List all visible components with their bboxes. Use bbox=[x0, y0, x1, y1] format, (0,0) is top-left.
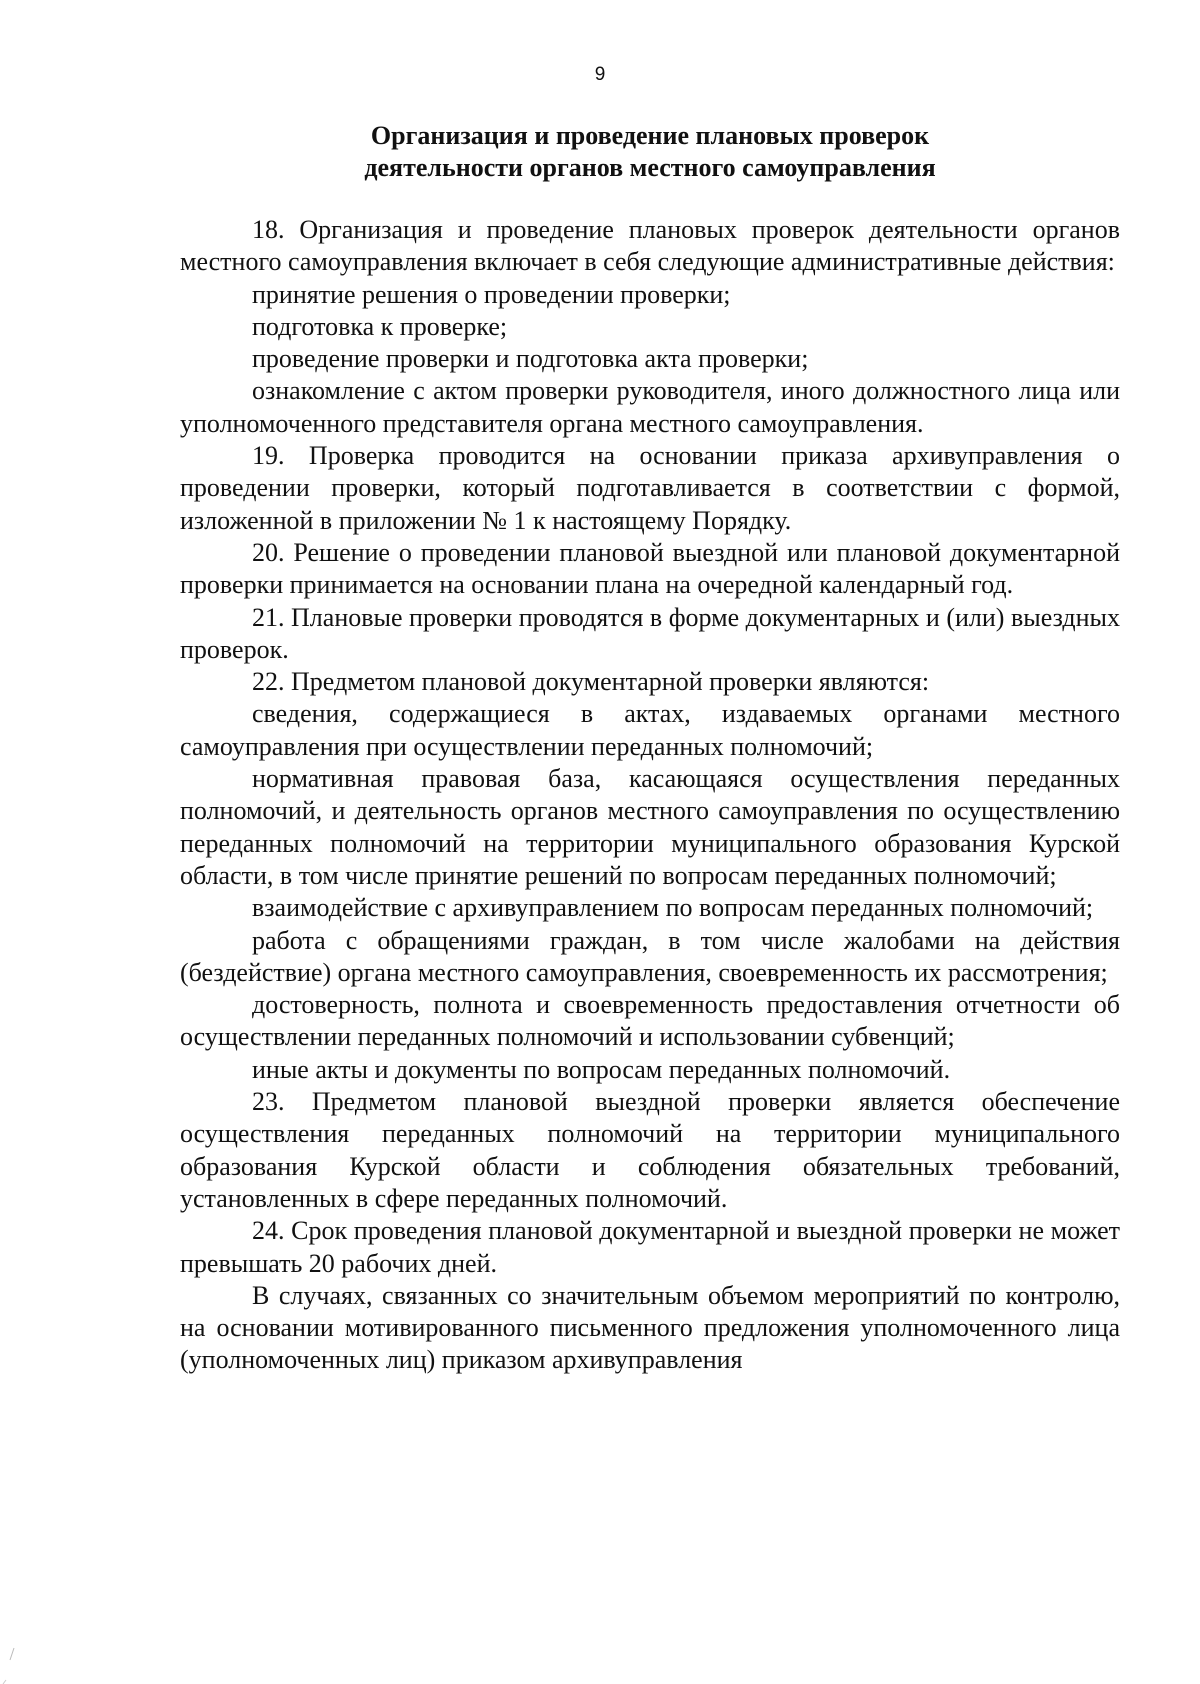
list-item-reporting: достоверность, полнота и своевременность предоставления отчетности об осуществлении переданных полномочий и использовании субвенций; bbox=[180, 990, 1120, 1052]
list-item-decision: принятие решения о проведении проверки; bbox=[252, 279, 731, 309]
list-item-inspection: проведение проверки и подготовка акта проверки; bbox=[252, 344, 809, 374]
paragraph-24-continuation: В случаях, связанных со значительным объемом мероприятий по контролю, на основании мотивированного письменного предложения уполномоченного лица (уполномоченных лиц) приказом архивуправления bbox=[180, 1280, 1120, 1375]
section-title bbox=[180, 120, 1120, 184]
list-item-preparation: подготовка к проверке; bbox=[252, 311, 508, 341]
scan-artifact bbox=[0, 1644, 30, 1684]
section-title-line-1: Организация и проведение плановых проверок bbox=[370, 121, 930, 150]
list-item-appeals: работа с обращениями граждан, в том числе жалобами на действия (бездействие) органа местного самоуправления, своевременность их рассмотрения; bbox=[180, 925, 1120, 987]
page-number: 9 bbox=[594, 64, 606, 85]
list-item-other-acts: иные акты и документы по вопросам переданных полномочий. bbox=[252, 1054, 951, 1084]
section-title-line-2: деятельности органов местного самоуправления bbox=[364, 153, 936, 182]
paragraph-22: 22. Предметом плановой документарной проверки являются: bbox=[252, 667, 930, 697]
list-item-legal-base: нормативная правовая база, касающаяся осуществления переданных полномочий, и деятельность органов местного самоуправления по осуществлению переданных полномочий на территории муниципального образования Курской области, в том числе принятие решений по вопросам переданных полномочий; bbox=[180, 764, 1120, 890]
list-item-acts: сведения, содержащиеся в актах, издаваемых органами местного самоуправления при осуществлении переданных полномочий; bbox=[180, 699, 1120, 761]
paragraph-21: 21. Плановые проверки проводятся в форме документарных и (или) выездных проверок. bbox=[180, 602, 1120, 664]
paragraph-23: 23. Предметом плановой выездной проверки является обеспечение осуществления переданных полномочий на территории муниципального образования Курской области и соблюдения обязательных требований, установленных в сфере переданных полномочий. bbox=[180, 1087, 1120, 1213]
paragraph-20: 20. Решение о проведении плановой выездной или плановой документарной проверки принимается на основании плана на очередной календарный год. bbox=[180, 537, 1120, 600]
list-item-interaction: взаимодействие с архивуправлением по вопросам переданных полномочий; bbox=[252, 893, 1094, 923]
paragraph-19: 19. Проверка проводится на основании приказа архивуправления о проведении проверки, который подготавливается в соответствии с формой, изложенной в приложении № 1 к настоящему Порядку. bbox=[180, 441, 1120, 535]
document-body bbox=[180, 214, 1120, 1377]
paragraph-24: 24. Срок проведения плановой документарной и выездной проверки не может превышать 20 рабочих дней. bbox=[180, 1216, 1120, 1278]
list-item-familiarization: ознакомление с актом проверки руководителя, иного должностного лица или уполномоченного представителя органа местного самоуправления. bbox=[180, 376, 1120, 438]
paragraph-18: 18. Организация и проведение плановых проверок деятельности органов местного самоуправления включает в себя следующие административные действия: bbox=[180, 215, 1120, 277]
